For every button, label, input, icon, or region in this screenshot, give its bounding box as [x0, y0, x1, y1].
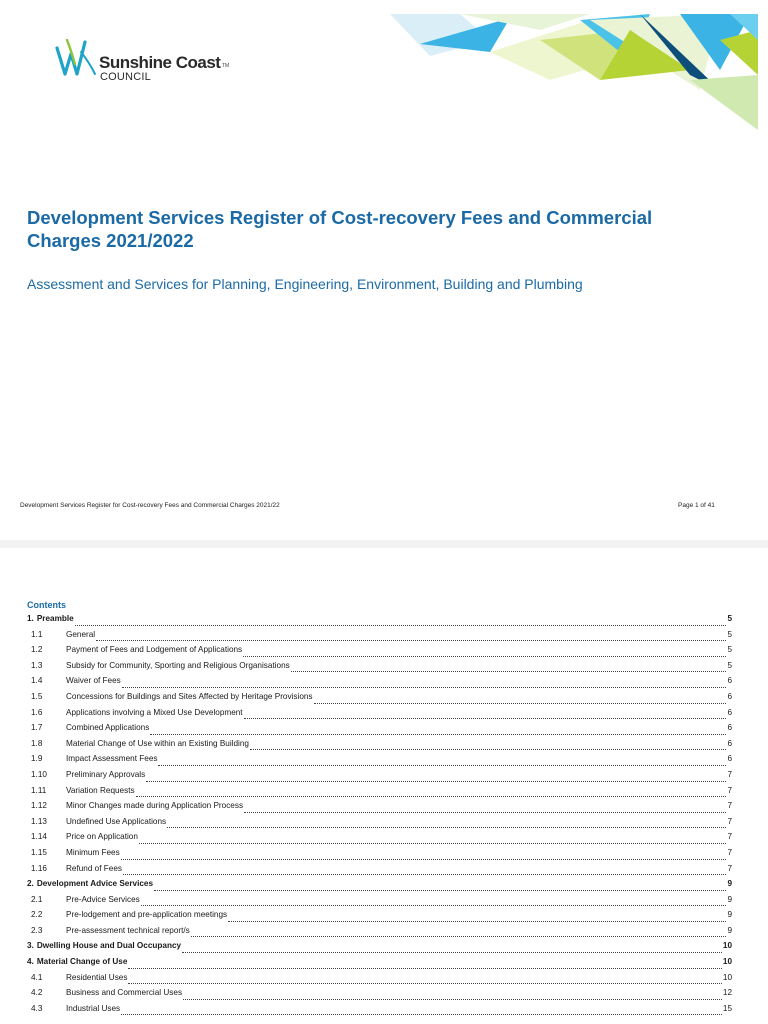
toc-entry-label: Development Advice Services — [36, 879, 154, 889]
toc-entry[interactable] — [27, 817, 732, 833]
toc-entry-label: Business and Commercial Uses — [66, 988, 183, 998]
toc-entry[interactable] — [27, 1004, 732, 1020]
toc-entry-label: Refund of Fees — [66, 863, 122, 873]
toc-entry-label: Concessions for Buildings and Sites Affected by Heritage Provisions — [66, 691, 313, 701]
toc-entry[interactable] — [27, 676, 732, 692]
toc-entry[interactable] — [27, 692, 732, 708]
toc-entry-label: Residential Uses — [66, 972, 128, 982]
document-title: Development Services Register of Cost-recovery Fees and Commercial Charges 2021/2022 — [27, 207, 653, 251]
logo-trademark: TM — [222, 63, 230, 69]
toc-entry-page: 15 — [722, 1003, 732, 1013]
toc-entry-number: 4. — [27, 957, 34, 967]
toc-entry-label: Variation Requests — [66, 785, 135, 795]
toc-entry-page: 6 — [727, 723, 732, 733]
toc-entry-page: 7 — [727, 801, 732, 811]
toc-entry-number: 1. — [27, 614, 34, 623]
toc-entry-number: 1.2 — [31, 645, 43, 655]
toc-entry-page: 5 — [727, 660, 732, 670]
contents-heading: Contents — [27, 600, 66, 610]
toc-entry-number: 1.4 — [31, 676, 43, 686]
toc-dot-leader — [250, 749, 726, 750]
toc-entry-page: 12 — [722, 988, 732, 998]
toc-entry[interactable] — [27, 661, 732, 677]
toc-dot-leader — [141, 905, 727, 906]
table-of-contents — [27, 614, 732, 1019]
toc-entry-label: Undefined Use Applications — [66, 816, 167, 826]
toc-entry-number: 1.13 — [31, 816, 47, 826]
footer-page-number: Page 1 of 41 — [678, 502, 715, 509]
toc-entry-page: 9 — [727, 910, 732, 920]
toc-entry-label: Subsidy for Community, Sporting and Religious Organisations — [66, 660, 290, 670]
toc-entry[interactable] — [27, 770, 732, 786]
toc-entry-page: 7 — [727, 832, 732, 842]
toc-entry[interactable] — [27, 864, 732, 880]
toc-entry-label: Waiver of Fees — [66, 676, 121, 686]
toc-entry[interactable] — [27, 895, 732, 911]
toc-entry-number: 1.11 — [31, 785, 47, 795]
toc-entry-number: 1.7 — [31, 723, 43, 733]
toc-entry-label: Applications involving a Mixed Use Development — [66, 707, 243, 717]
document-subtitle: Assessment and Services for Planning, Engineering, Environment, Building and Plumbing — [27, 276, 583, 292]
toc-dot-leader — [128, 968, 722, 969]
toc-entry-label: General — [66, 629, 96, 639]
toc-entry-number: 1.15 — [31, 847, 47, 857]
toc-entry[interactable] — [27, 926, 732, 942]
toc-entry-number: 1.16 — [31, 863, 47, 873]
toc-dot-leader — [314, 703, 727, 704]
toc-entry[interactable] — [27, 879, 732, 895]
toc-dot-leader — [121, 1014, 722, 1015]
toc-entry-page: 7 — [727, 785, 732, 795]
toc-entry-page: 6 — [727, 754, 732, 764]
toc-entry[interactable] — [27, 848, 732, 864]
toc-entry-page: 6 — [727, 676, 732, 686]
toc-dot-leader — [244, 812, 726, 813]
toc-entry-page: 6 — [727, 707, 732, 717]
toc-entry[interactable] — [27, 988, 732, 1004]
toc-entry-page: 6 — [727, 738, 732, 748]
toc-entry[interactable] — [27, 754, 732, 770]
toc-entry-number: 1.9 — [31, 754, 43, 764]
decorative-banner — [390, 0, 768, 140]
council-logo — [55, 34, 240, 82]
toc-entry[interactable] — [27, 941, 732, 957]
toc-dot-leader — [154, 890, 726, 891]
toc-entry-page: 5 — [727, 629, 732, 639]
toc-dot-leader — [146, 781, 726, 782]
toc-dot-leader — [123, 874, 726, 875]
toc-dot-leader — [244, 718, 727, 719]
toc-entry-number: 3. — [27, 941, 34, 951]
toc-dot-leader — [291, 671, 727, 672]
toc-entry-label: Preliminary Approvals — [66, 769, 146, 779]
logo-council-text: COUNCIL — [100, 71, 151, 83]
toc-entry[interactable] — [27, 614, 732, 630]
toc-entry-number: 1.5 — [31, 691, 43, 701]
toc-dot-leader — [139, 843, 727, 844]
toc-entry-label: Minimum Fees — [66, 847, 120, 857]
toc-entry-number: 2.3 — [31, 925, 43, 935]
toc-dot-leader — [96, 640, 726, 641]
logo-name-text: Sunshine Coast — [99, 53, 221, 72]
toc-dot-leader — [228, 921, 726, 922]
toc-dot-leader — [158, 765, 726, 766]
toc-dot-leader — [136, 796, 727, 797]
toc-entry-page: 9 — [727, 879, 732, 889]
wave-logo-icon — [55, 34, 99, 82]
toc-dot-leader — [191, 936, 727, 937]
toc-entry[interactable] — [27, 801, 732, 817]
toc-entry-label: Payment of Fees and Lodgement of Applications — [66, 645, 243, 655]
toc-entry-number: 2.1 — [31, 894, 43, 904]
toc-entry[interactable] — [27, 739, 732, 755]
toc-dot-leader — [243, 656, 726, 657]
toc-entry-page: 7 — [727, 769, 732, 779]
footer-document-name: Development Services Register for Cost-recovery Fees and Commercial Charges 2021/22 — [20, 502, 280, 509]
toc-dot-leader — [121, 859, 727, 860]
toc-entry-label: Price on Application — [66, 832, 138, 842]
toc-entry-label: Pre-Advice Services — [66, 894, 140, 904]
toc-entry-number: 2. — [27, 879, 34, 889]
toc-entry[interactable] — [27, 645, 732, 661]
toc-entry-label: Material Change of Use — [36, 957, 128, 967]
toc-entry-label: Pre-assessment technical report/s — [66, 925, 190, 935]
toc-entry-number: 2.2 — [31, 910, 43, 920]
toc-dot-leader — [183, 999, 722, 1000]
toc-entry-number: 1.10 — [31, 769, 47, 779]
toc-entry-label: Impact Assessment Fees — [66, 754, 158, 764]
toc-entry-number: 4.2 — [31, 988, 43, 998]
toc-entry-number: 1.12 — [31, 801, 47, 811]
toc-entry-label: Pre-lodgement and pre-application meetings — [66, 910, 228, 920]
toc-entry-number: 1.1 — [31, 629, 43, 639]
toc-entry-number: 1.3 — [31, 660, 43, 670]
toc-entry[interactable] — [27, 832, 732, 848]
toc-entry-page: 5 — [727, 614, 732, 623]
toc-entry[interactable] — [27, 786, 732, 802]
toc-entry[interactable] — [27, 910, 732, 926]
toc-entry-page: 7 — [727, 816, 732, 826]
toc-entry-page: 10 — [722, 941, 732, 951]
toc-entry-number: 1.6 — [31, 707, 43, 717]
toc-entry[interactable] — [27, 957, 732, 973]
toc-entry-number: 4.3 — [31, 1003, 43, 1013]
toc-entry-label: Material Change of Use within an Existing Building — [66, 738, 249, 748]
toc-entry-page: 7 — [727, 863, 732, 873]
toc-entry-page: 10 — [722, 972, 732, 982]
toc-entry-number: 4.1 — [31, 972, 43, 982]
toc-dot-leader — [150, 734, 726, 735]
toc-entry-page: 9 — [727, 894, 732, 904]
toc-entry-page: 9 — [727, 925, 732, 935]
toc-entry-label: Combined Applications — [66, 723, 150, 733]
toc-entry-page: 7 — [727, 847, 732, 857]
toc-dot-leader — [128, 983, 721, 984]
toc-entry[interactable] — [27, 630, 732, 646]
toc-dot-leader — [122, 687, 727, 688]
toc-dot-leader — [75, 625, 727, 626]
toc-dot-leader — [167, 827, 726, 828]
toc-entry-page: 10 — [722, 957, 732, 967]
toc-entry-label: Minor Changes made during Application Process — [66, 801, 244, 811]
toc-entry-page: 6 — [727, 691, 732, 701]
toc-entry-label: Dwelling House and Dual Occupancy — [36, 941, 182, 951]
toc-dot-leader — [182, 952, 722, 953]
toc-entry-page: 5 — [727, 645, 732, 655]
toc-entry-number: 1.8 — [31, 738, 43, 748]
toc-entry[interactable] — [27, 723, 732, 739]
toc-entry[interactable] — [27, 973, 732, 989]
page-break — [0, 540, 768, 548]
toc-entry-number: 1.14 — [31, 832, 47, 842]
toc-entry-label: Preamble — [36, 614, 74, 623]
toc-entry-label: Industrial Uses — [66, 1003, 121, 1013]
toc-entry[interactable] — [27, 708, 732, 724]
